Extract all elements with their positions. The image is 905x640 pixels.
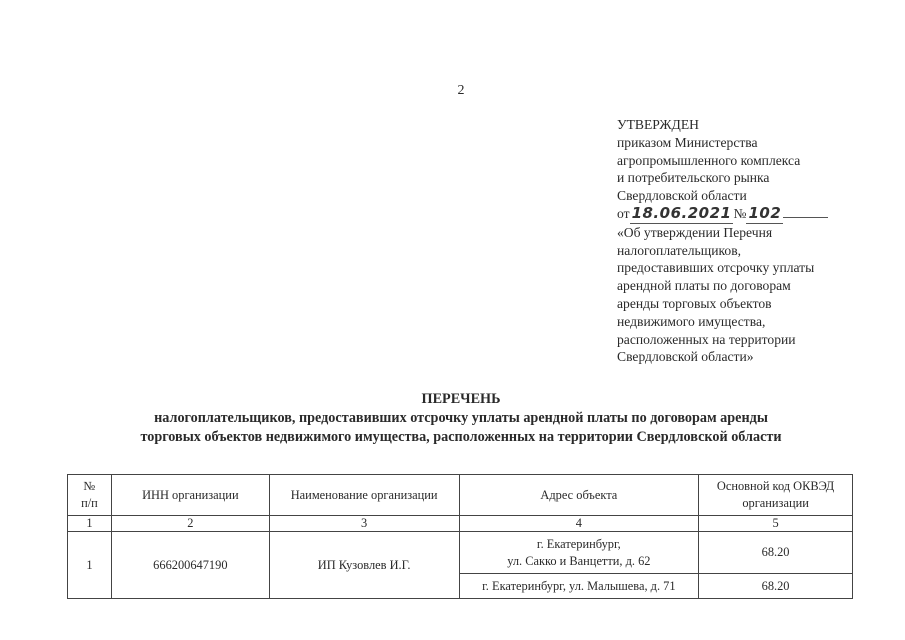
column-number: 3	[269, 516, 459, 532]
approval-subject-line: арендной платы по договорам	[617, 278, 791, 294]
inn-cell: 666200647190	[111, 532, 269, 599]
date-prefix: от	[617, 205, 630, 221]
table-header-row	[68, 475, 853, 516]
header-okved-line: Основной код ОКВЭД	[716, 479, 835, 493]
approval-subject-line: аренды торговых объектов	[617, 295, 772, 311]
address-line: г. Екатеринбург,	[536, 536, 621, 551]
handwritten-date: 18.06.2021	[631, 203, 732, 222]
address-line: ул. Сакко и Ванцетти, д. 62	[507, 553, 651, 568]
header-number-line: №	[83, 479, 96, 493]
address-cell	[459, 532, 699, 574]
header-object-address: Адрес объекта	[459, 475, 699, 516]
approval-subject-line: недвижимого имущества,	[617, 313, 766, 329]
document-subtitle-line: торговых объектов недвижимого имущества, расположенных на территории Свердловской области	[140, 429, 782, 445]
column-number: 5	[699, 516, 853, 532]
okved-cell: 68.20	[699, 532, 853, 574]
approval-heading: УТВЕРЖДЕН	[617, 117, 699, 132]
approval-line: агропромышленного комплекса	[617, 152, 801, 168]
organization-name-cell: ИП Кузовлев И.Г.	[269, 532, 459, 599]
number-prefix: №	[733, 205, 747, 221]
header-okved	[699, 475, 853, 516]
document-title: ПЕРЕЧЕНЬ	[421, 391, 501, 407]
table-row	[68, 532, 853, 574]
page-number: 2	[457, 83, 465, 98]
handwritten-order-number: 102	[748, 203, 782, 222]
approval-line: приказом Министерства	[617, 134, 758, 150]
approval-subject-line: «Об утверждении Перечня	[617, 224, 773, 240]
approval-line: и потребительского рынка	[617, 170, 770, 186]
approval-subject-line: налогоплательщиков,	[617, 242, 742, 258]
column-number: 2	[111, 516, 269, 532]
approval-subject-line: Свердловской области»	[617, 349, 754, 365]
document-subtitle-line: налогоплательщиков, предоставивших отсрочку уплаты арендной платы по договорам аренды	[154, 410, 768, 426]
approval-subject-line: расположенных на территории	[617, 331, 796, 347]
header-inn: ИНН организации	[111, 475, 269, 516]
signature-underline	[783, 217, 828, 218]
address-cell: г. Екатеринбург, ул. Малышева, д. 71	[459, 574, 699, 599]
header-organization-name: Наименование организации	[269, 475, 459, 516]
header-number-line: п/п	[81, 496, 98, 510]
document-title-block	[0, 390, 905, 447]
approval-subject-line: предоставивших отсрочку уплаты	[617, 260, 815, 276]
taxpayers-table	[67, 474, 853, 599]
row-number-cell: 1	[68, 532, 112, 599]
header-number	[68, 475, 112, 516]
column-number: 1	[68, 516, 112, 532]
approval-stamp-block	[617, 116, 857, 366]
column-number-row	[68, 516, 853, 532]
header-okved-line: организации	[742, 496, 809, 510]
order-date-number-line	[617, 205, 857, 224]
okved-cell: 68.20	[699, 574, 853, 599]
column-number: 4	[459, 516, 699, 532]
approval-line: Свердловской области	[617, 188, 747, 204]
